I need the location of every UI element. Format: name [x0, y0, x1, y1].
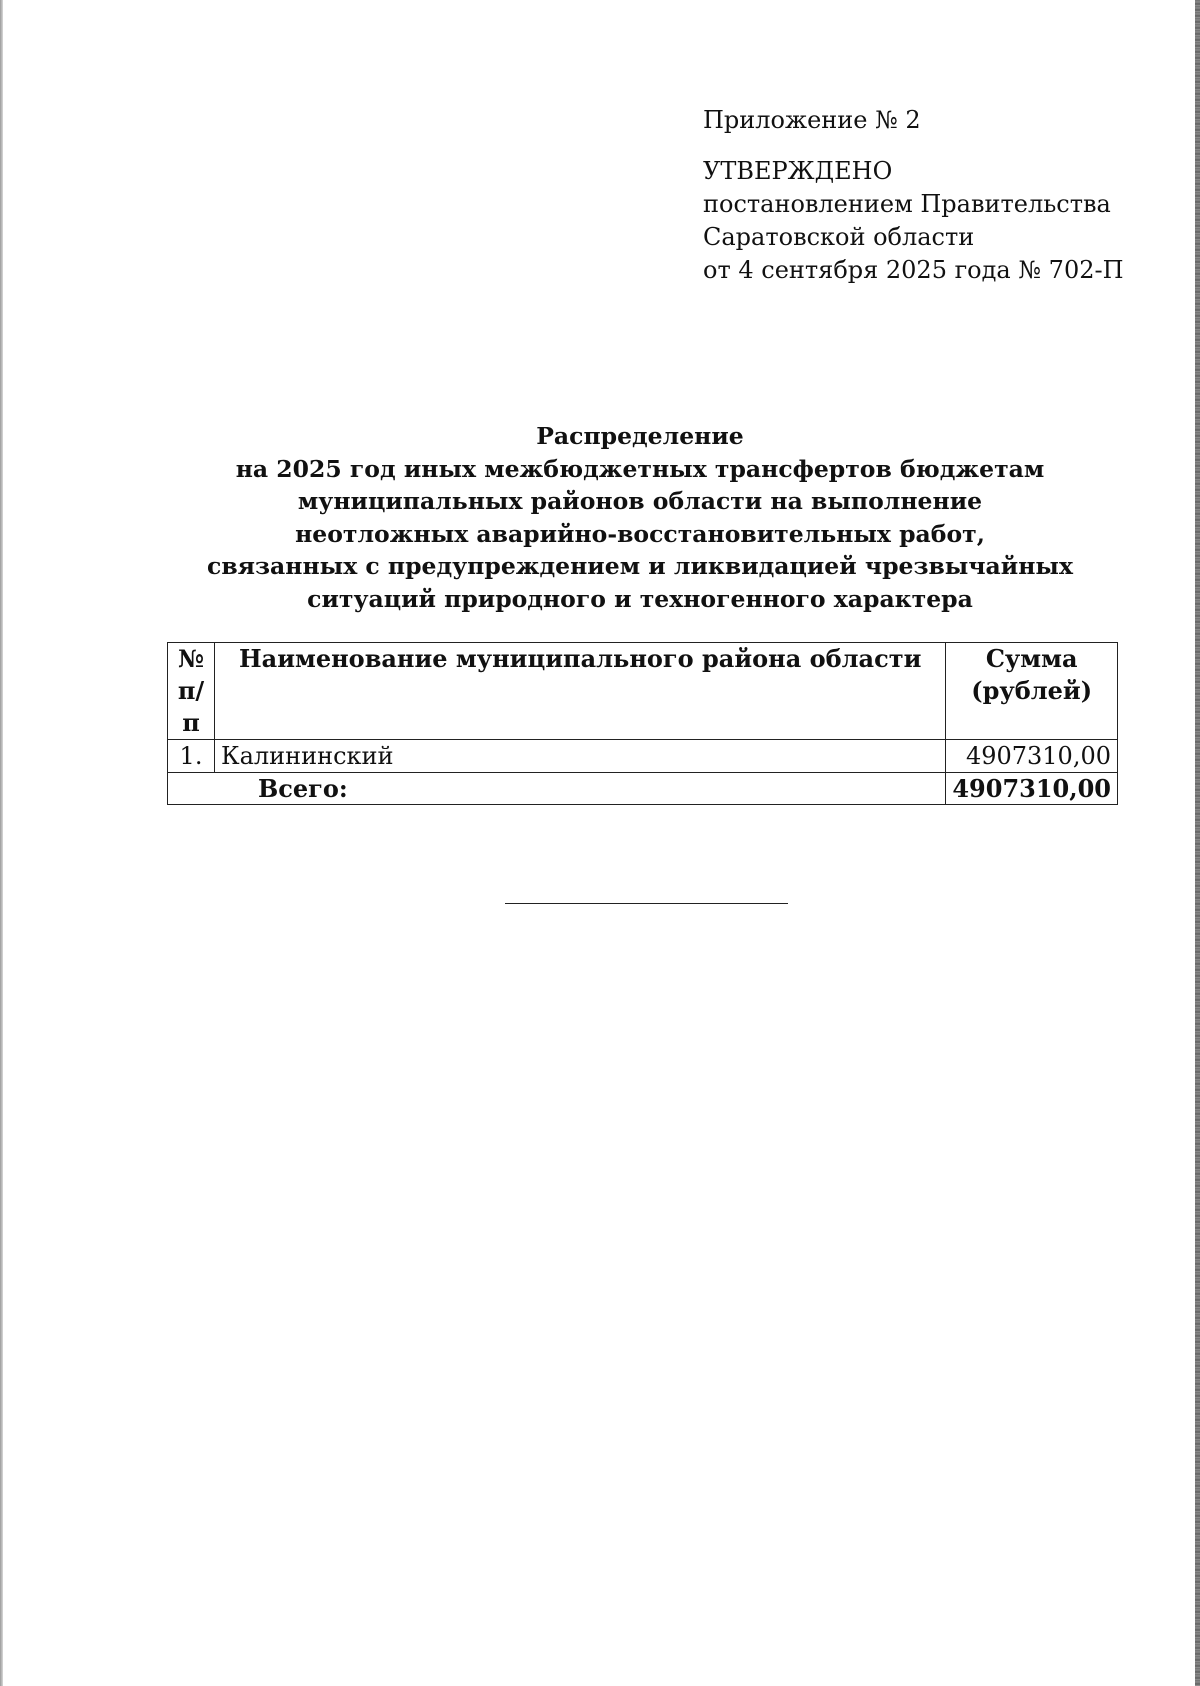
header-amount-line-1: Сумма — [985, 644, 1078, 673]
table-header-row — [168, 643, 1118, 740]
table-total-row — [168, 773, 1118, 805]
document-end-line — [505, 903, 788, 904]
header-amount-line-2: (рублей) — [971, 676, 1093, 705]
scan-edge-right — [1195, 0, 1200, 1686]
header-number-line-2: п/п — [177, 676, 205, 737]
header-number — [168, 643, 215, 740]
header-amount — [946, 643, 1118, 740]
approval-line-2: Саратовской области — [703, 223, 975, 251]
row-number: 1. — [168, 740, 215, 773]
header-district-name: Наименование муниципального района области — [215, 643, 946, 740]
approval-line-3: от 4 сентября 2025 года № 702-П — [703, 256, 1124, 284]
approval-block — [703, 104, 1173, 287]
title-line-5: связанных с предупреждением и ликвидацией чрезвычайных — [207, 552, 1073, 580]
total-amount: 4907310,00 — [946, 773, 1118, 805]
distribution-table — [167, 642, 1118, 805]
title-line-1: Распределение — [536, 422, 744, 450]
row-district-name: Калининский — [215, 740, 946, 773]
title-line-4: неотложных аварийно-восстановительных работ, — [295, 519, 985, 548]
appendix-number: Приложение № 2 — [703, 106, 921, 134]
table-row — [168, 740, 1118, 773]
title-line-2: на 2025 год иных межбюджетных трансфертов бюджетам — [235, 454, 1045, 483]
scan-edge-left — [0, 0, 3, 1686]
header-number-line-1: № — [177, 644, 205, 673]
title-line-6: ситуаций природного и техногенного характера — [307, 584, 973, 613]
total-label: Всего: — [168, 773, 946, 805]
title-line-3: муниципальных районов области на выполнение — [297, 487, 983, 515]
document-title — [160, 420, 1120, 615]
approval-line-1: постановлением Правительства — [703, 190, 1111, 218]
approved-stamp-text: УТВЕРЖДЕНО — [703, 157, 893, 185]
row-amount: 4907310,00 — [946, 740, 1118, 773]
